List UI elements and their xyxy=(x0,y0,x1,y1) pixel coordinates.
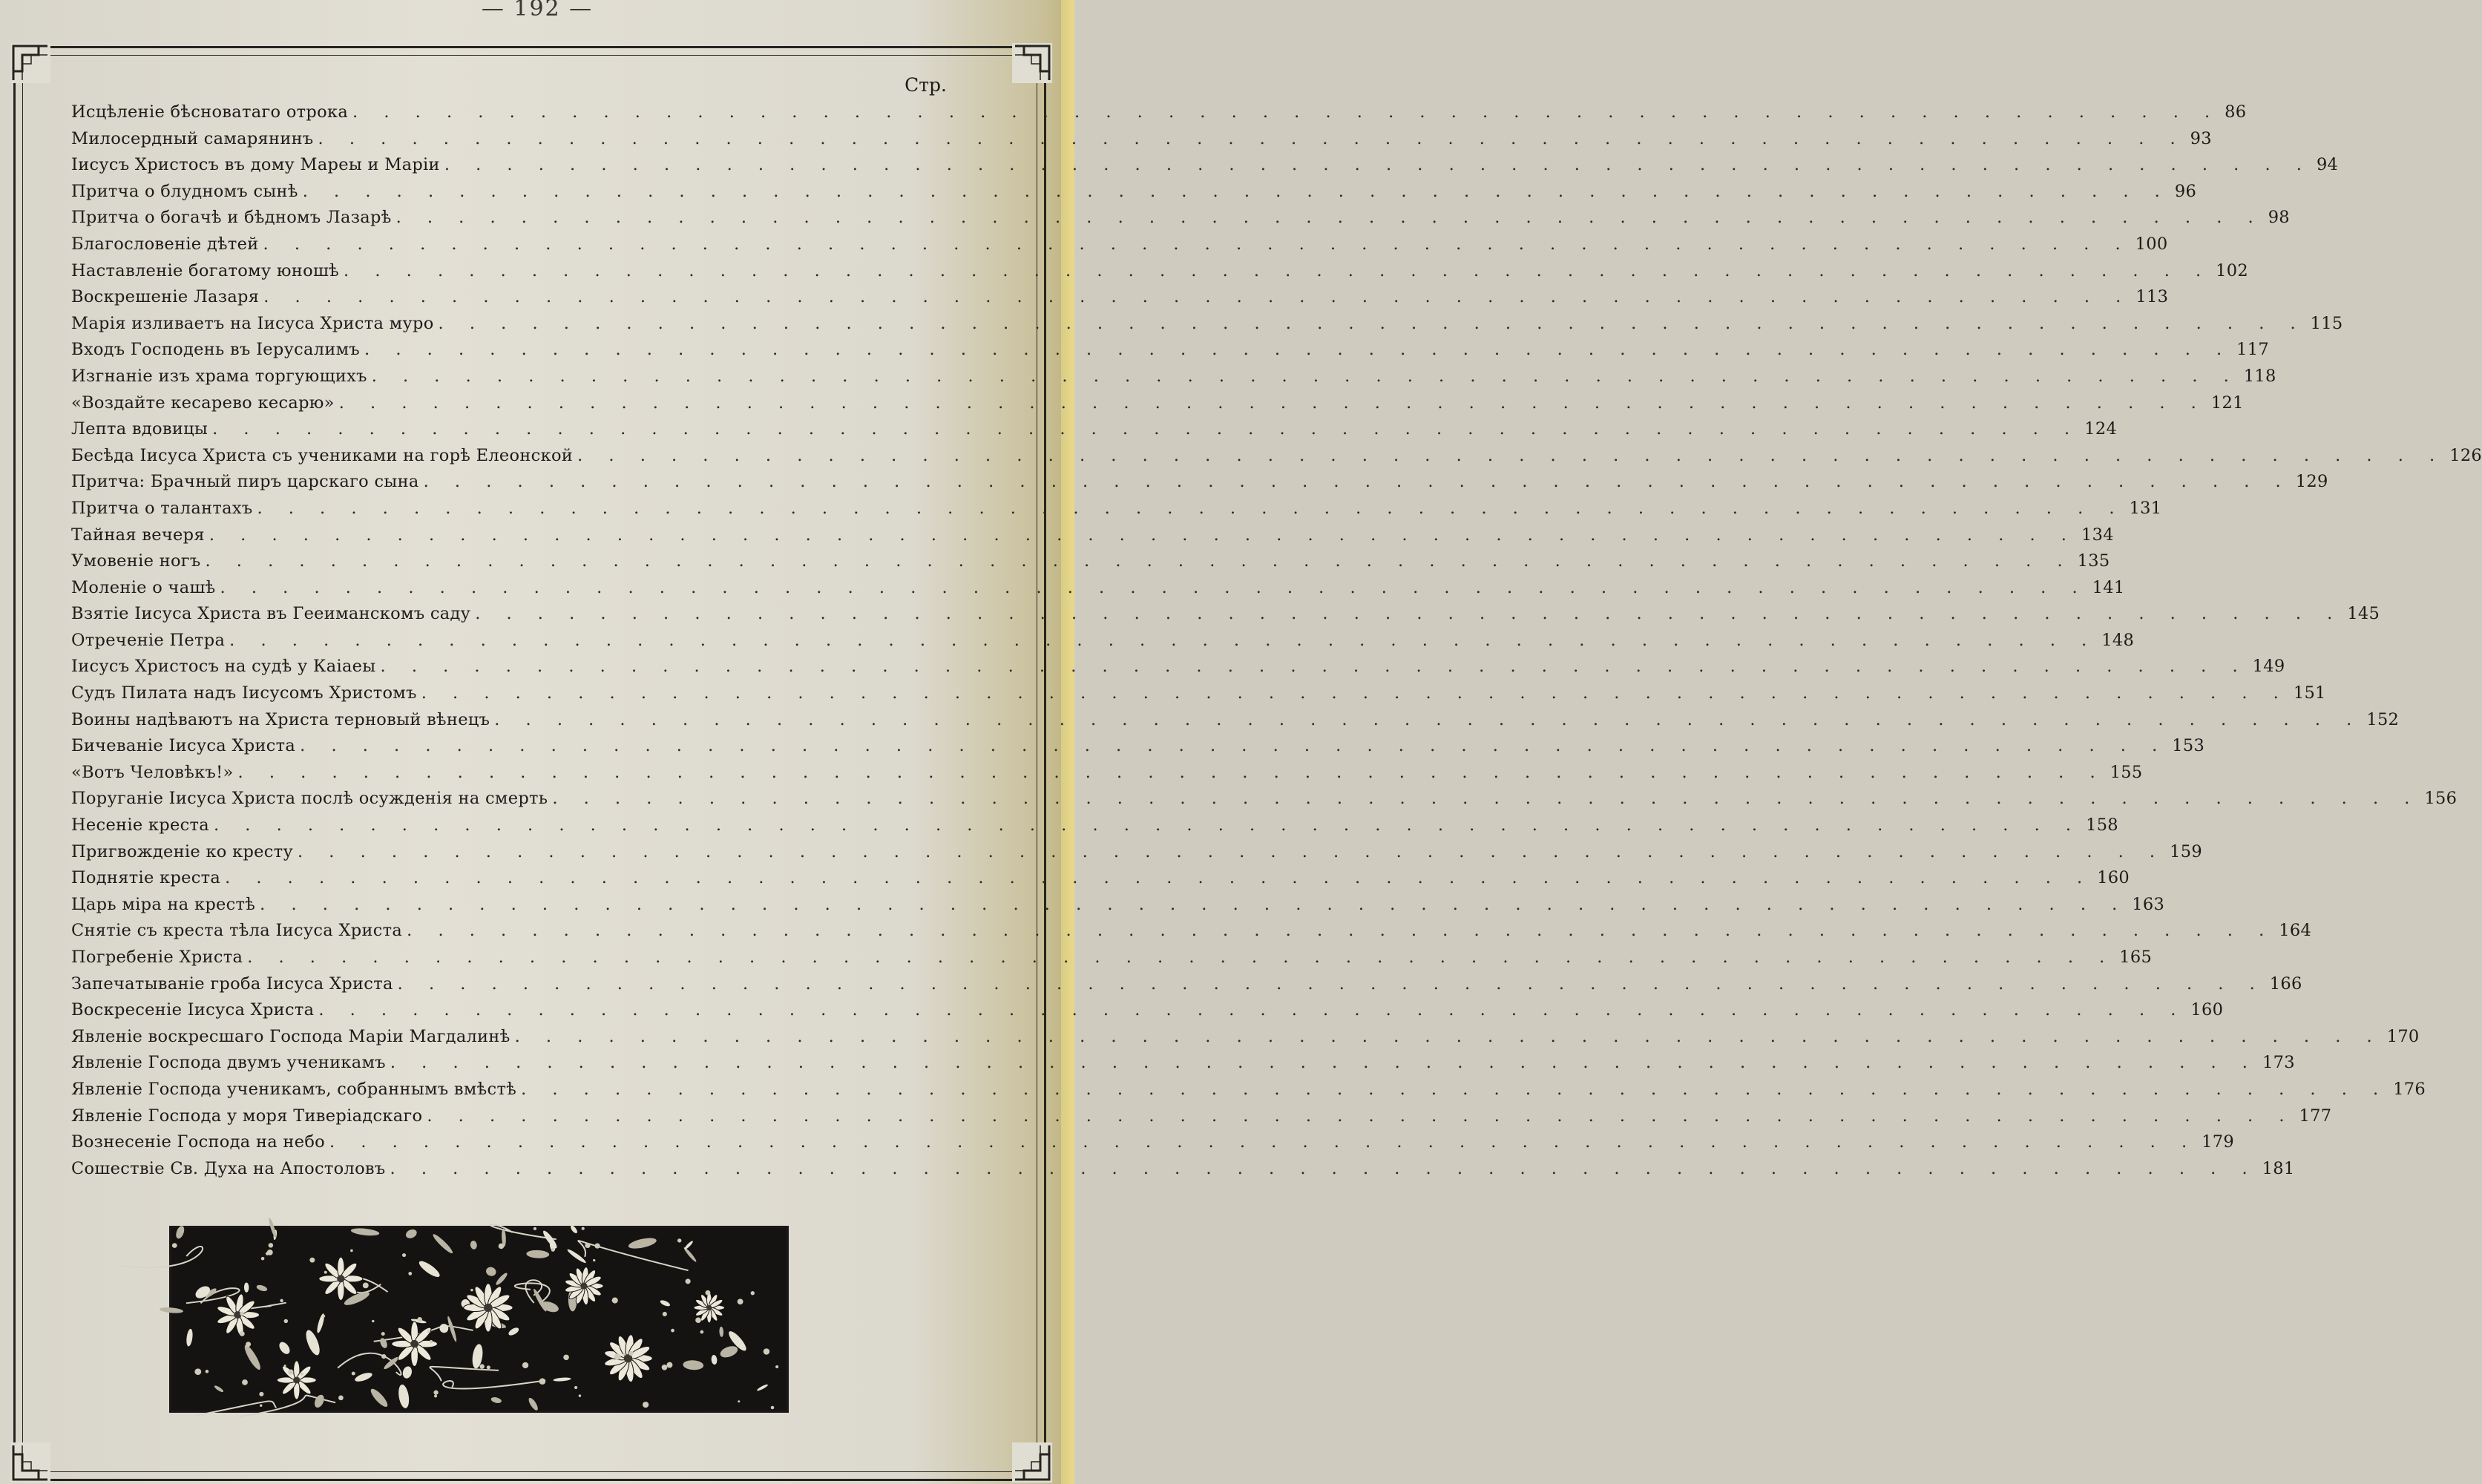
toc-entry xyxy=(71,1024,2420,1051)
toc-entry-title: Входъ Господень въ Іерусалимъ xyxy=(71,340,361,360)
dot-leader: . . . . . . . . . . . . . . . . . . . . . . . . . . . . . . . . . . . . . . . . . . . . . . . . . . . . . . . . . . . . xyxy=(229,630,2098,650)
toc-entry-title: Отреченіе Петра xyxy=(71,630,226,650)
toc-entry-page: 86 xyxy=(2225,102,2247,122)
toc-entry-page: 94 xyxy=(2316,155,2339,175)
toc-entry xyxy=(71,1129,2234,1156)
dot-leader: . . . . . . . . . . . . . . . . . . . . . . . . . . . . . . . . . . . . . . . . . . . . . . . . . . . . . . . . . . . . xyxy=(300,736,2168,756)
toc-entry-title: Притча о блудномъ сынѣ xyxy=(71,181,298,201)
toc-entry xyxy=(71,496,2162,522)
dot-leader: . . . . . . . . . . . . . . . . . . . . . . . . . . . . . . . . . . . . . . . . . . . . . . . . . . . . . . . . . . . . xyxy=(247,948,2115,967)
toc-entry xyxy=(71,284,2169,311)
toc-entry-title: Запечатываніе гроба Іисуса Христа xyxy=(71,974,393,994)
toc-entry-title: «Вотъ Человѣкъ!» xyxy=(71,762,234,782)
dot-leader: . . . . . . . . . . . . . . . . . . . . . . . . . . . . . . . . . . . . . . . . . . . . . . . . . . . . . . . . . . . . xyxy=(225,868,2093,888)
toc-entry xyxy=(71,1103,2332,1130)
toc-entry-title: Умовеніе ногъ xyxy=(71,551,201,571)
toc-entry xyxy=(71,99,2247,126)
toc-entry xyxy=(71,364,2276,390)
dot-leader: . . . . . . . . . . . . . . . . . . . . . . . . . . . . . . . . . . . . . . . . . . . . . . . . . . . . . . . . . . . . xyxy=(318,1000,2187,1020)
toc-entry xyxy=(71,522,2114,549)
toc-entry xyxy=(71,839,2202,866)
dot-leader: . . . . . . . . . . . . . . . . . . . . . . . . . . . . . . . . . . . . . . . . . . . . . . . . . . . . . . . . . . . . xyxy=(302,181,2170,201)
toc-entry xyxy=(71,654,2285,680)
table-of-contents xyxy=(71,71,2482,1182)
toc-entry-title: Вознесеніе Господа на небо xyxy=(71,1132,326,1152)
toc-entry xyxy=(71,232,2168,258)
page-column-header: Стр. xyxy=(905,74,947,96)
toc-entry-page: 117 xyxy=(2236,340,2270,360)
toc-entry-title: Явленіе Господа ученикамъ, собраннымъ вмѣстѣ xyxy=(71,1079,517,1099)
toc-entry xyxy=(71,786,2458,812)
dot-leader: . . . . . . . . . . . . . . . . . . . . . . . . . . . . . . . . . . . . . . . . . . . . . . . . . . . . . . . . . . . . xyxy=(318,128,2186,148)
toc-entry-page: 131 xyxy=(2129,498,2162,518)
toc-entry xyxy=(71,469,2328,496)
toc-entry-page: 165 xyxy=(2119,948,2153,967)
toc-entry-page: 159 xyxy=(2170,841,2202,861)
dot-leader: . . . . . . . . . . . . . . . . . . . . . . . . . . . . . . . . . . . . . . . . . . . . . . . . . . . . . . . . . . . . xyxy=(263,234,2131,254)
toc-entry xyxy=(71,680,2326,707)
toc-entry xyxy=(71,179,2197,206)
toc-entry xyxy=(71,390,2244,417)
toc-entry-page: 135 xyxy=(2077,551,2110,571)
toc-entry xyxy=(71,945,2153,971)
toc-entry-page: 158 xyxy=(2086,815,2118,835)
toc-entry-title: Бичеваніе Іисуса Христа xyxy=(71,736,296,756)
toc-entry xyxy=(71,918,2312,945)
toc-entry-title: Притча о богачѣ и бѣдномъ Лазарѣ xyxy=(71,208,392,228)
toc-entry-page: 164 xyxy=(2279,921,2312,941)
toc-entry-title: Лепта вдовицы xyxy=(71,419,209,439)
toc-entry-page: 121 xyxy=(2210,393,2244,413)
toc-entry-title: Исцѣленіе бѣсноватаго отрока xyxy=(71,102,349,122)
toc-entry xyxy=(71,205,2290,232)
toc-entry xyxy=(71,865,2130,892)
toc-entry-title: Притча о талантахъ xyxy=(71,498,253,518)
dot-leader: . . . . . . . . . . . . . . . . . . . . . . . . . . . . . . . . . . . . . . . . . . . . . . . . . . . . . . . . . . . . xyxy=(423,472,2291,492)
dot-leader: . . . . . . . . . . . . . . . . . . . . . . . . . . . . . . . . . . . . . . . . . . . . . . . . . . . . . . . . . . . . xyxy=(521,1079,2389,1099)
toc-entry-page: 124 xyxy=(2084,419,2118,439)
toc-entry-page: 163 xyxy=(2132,894,2165,914)
toc-entry-title: Явленіе Господа двумъ ученикамъ xyxy=(71,1053,386,1073)
toc-entry-page: 148 xyxy=(2101,630,2135,650)
dot-leader: . . . . . . . . . . . . . . . . . . . . . . . . . . . . . . . . . . . . . . . . . . . . . . . . . . . . . . . . . . . . xyxy=(329,1132,2198,1152)
toc-entry xyxy=(71,997,2224,1024)
toc-entry-title: Тайная вечеря xyxy=(71,525,205,545)
dot-leader: . . . . . . . . . . . . . . . . . . . . . . . . . . . . . . . . . . . . . . . . . . . . . . . . . . . . . . . . . . . . xyxy=(438,313,2306,333)
dot-leader: . . . . . . . . . . . . . . . . . . . . . . . . . . . . . . . . . . . . . . . . . . . . . . . . . . . . . . . . . . . . xyxy=(475,604,2343,624)
toc-entry-page: 93 xyxy=(2190,128,2212,148)
toc-entry-title: Милосердный самарянинъ xyxy=(71,128,314,148)
toc-entry xyxy=(71,812,2118,839)
toc-entry xyxy=(71,1050,2295,1077)
toc-entry-page: 177 xyxy=(2299,1106,2332,1126)
toc-entry xyxy=(71,628,2135,654)
toc-entry-title: Воины надѣваютъ на Христа терновый вѣнецъ xyxy=(71,709,490,729)
toc-entry-page: 156 xyxy=(2424,789,2458,809)
dot-leader: . . . . . . . . . . . . . . . . . . . . . . . . . . . . . . . . . . . . . . . . . . . . . . . . . . . . . . . . . . . . xyxy=(352,102,2221,122)
toc-entry xyxy=(71,337,2270,364)
toc-entry-page: 166 xyxy=(2269,974,2302,994)
toc-entry-page: 173 xyxy=(2262,1053,2295,1073)
dot-leader: . . . . . . . . . . . . . . . . . . . . . . . . . . . . . . . . . . . . . . . . . . . . . . . . . . . . . . . . . . . . xyxy=(263,287,2132,307)
dot-leader: . . . . . . . . . . . . . . . . . . . . . . . . . . . . . . . . . . . . . . . . . . . . . . . . . . . . . . . . . . . . xyxy=(371,366,2239,386)
toc-entry xyxy=(71,760,2143,787)
toc-entry-title: Іисусъ Христосъ въ дому Мареы и Маріи xyxy=(71,155,440,175)
toc-entry xyxy=(71,443,2482,470)
dot-leader: . . . . . . . . . . . . . . . . . . . . . . . . . . . . . . . . . . . . . . . . . . . . . . . . . . . . . . . . . . . . xyxy=(257,498,2125,518)
dot-leader: . . . . . . . . . . . . . . . . . . . . . . . . . . . . . . . . . . . . . . . . . . . . . . . . . . . . . . . . . . . . xyxy=(344,260,2212,280)
dot-leader: . . . . . . . . . . . . . . . . . . . . . . . . . . . . . . . . . . . . . . . . . . . . . . . . . . . . . . . . . . . . xyxy=(407,921,2275,941)
toc-entry xyxy=(71,971,2302,998)
toc-entry xyxy=(71,126,2212,153)
toc-entry-title: «Воздайте кесарево кесарю» xyxy=(71,393,335,413)
page-number: — 192 — xyxy=(481,0,594,22)
toc-entry-title: Явленіе воскресшаго Господа Маріи Магдалинѣ xyxy=(71,1026,510,1046)
toc-entry-title: Взятіе Іисуса Христа въ Гееиманскомъ саду xyxy=(71,604,471,624)
toc-entry xyxy=(71,311,2343,338)
dot-leader: . . . . . . . . . . . . . . . . . . . . . . . . . . . . . . . . . . . . . . . . . . . . . . . . . . . . . . . . . . . . xyxy=(514,1026,2383,1046)
dot-leader: . . . . . . . . . . . . . . . . . . . . . . . . . . . . . . . . . . . . . . . . . . . . . . . . . . . . . . . . . . . . xyxy=(552,789,2420,809)
toc-entry-title: Бесѣда Іисуса Христа съ учениками на горѣ Елеонской xyxy=(71,445,574,465)
dot-leader: . . . . . . . . . . . . . . . . . . . . . . . . . . . . . . . . . . . . . . . . . . . . . . . . . . . . . . . . . . . . xyxy=(297,841,2166,861)
dot-leader: . . . . . . . . . . . . . . . . . . . . . . . . . . . . . . . . . . . . . . . . . . . . . . . . . . . . . . . . . . . . xyxy=(338,393,2207,413)
toc-entry-page: 145 xyxy=(2347,604,2380,624)
dot-leader: . . . . . . . . . . . . . . . . . . . . . . . . . . . . . . . . . . . . . . . . . . . . . . . . . . . . . . . . . . . . xyxy=(427,1106,2295,1126)
dot-leader: . . . . . . . . . . . . . . . . . . . . . . . . . . . . . . . . . . . . . . . . . . . . . . . . . . . . . . . . . . . . xyxy=(380,657,2248,677)
toc-entry-page: 151 xyxy=(2293,683,2326,703)
dot-leader: . . . . . . . . . . . . . . . . . . . . . . . . . . . . . . . . . . . . . . . . . . . . . . . . . . . . . . . . . . . . xyxy=(220,577,2088,597)
toc-entry-title: Пригвожденіе ко кресту xyxy=(71,841,293,861)
toc-entry-title: Іисусъ Христосъ на судѣ у Каіаеы xyxy=(71,657,376,677)
dot-leader: . . . . . . . . . . . . . . . . . . . . . . . . . . . . . . . . . . . . . . . . . . . . . . . . . . . . . . . . . . . . xyxy=(577,445,2446,465)
toc-entry-page: 134 xyxy=(2081,525,2114,545)
toc-entry-page: 176 xyxy=(2393,1079,2426,1099)
dot-leader: . . . . . . . . . . . . . . . . . . . . . . . . . . . . . . . . . . . . . . . . . . . . . . . . . . . . . . . . . . . . xyxy=(213,815,2082,835)
toc-entry xyxy=(71,601,2380,628)
toc-entry-title: Несеніе креста xyxy=(71,815,209,835)
toc-entry xyxy=(71,258,2249,285)
toc-entry xyxy=(71,416,2118,443)
frame-corner-bottom-left xyxy=(10,1442,50,1483)
toc-entry-page: 102 xyxy=(2216,260,2249,280)
toc-entry-page: 113 xyxy=(2135,287,2169,307)
floral-ornament-icon xyxy=(169,1226,789,1413)
dot-leader: . . . . . . . . . . . . . . . . . . . . . . . . . . . . . . . . . . . . . . . . . . . . . . . . . . . . . . . . . . . . xyxy=(397,974,2265,994)
dot-leader: . . . . . . . . . . . . . . . . . . . . . . . . . . . . . . . . . . . . . . . . . . . . . . . . . . . . . . . . . . . . xyxy=(209,525,2077,545)
frame-corner-top-right xyxy=(1012,43,1052,83)
toc-entry-page: 129 xyxy=(2295,472,2328,492)
toc-entry-page: 155 xyxy=(2110,762,2143,782)
toc-entry-page: 160 xyxy=(2190,1000,2224,1020)
toc-entry-title: Благословеніе дѣтей xyxy=(71,234,259,254)
toc-entry xyxy=(71,733,2205,760)
toc-entry xyxy=(71,1077,2426,1103)
dot-leader: . . . . . . . . . . . . . . . . . . . . . . . . . . . . . . . . . . . . . . . . . . . . . . . . . . . . . . . . . . . . xyxy=(390,1158,2258,1178)
toc-entry-page: 96 xyxy=(2174,181,2197,201)
toc-entry-title: Поруганіе Іисуса Христа послѣ осужденія на смерть xyxy=(71,789,548,809)
dot-leader: . . . . . . . . . . . . . . . . . . . . . . . . . . . . . . . . . . . . . . . . . . . . . . . . . . . . . . . . . . . . xyxy=(260,894,2128,914)
toc-entry-page: 118 xyxy=(2243,366,2276,386)
toc-list xyxy=(71,99,2482,1182)
toc-entry-title: Сошествіе Св. Духа на Апостоловъ xyxy=(71,1158,386,1178)
toc-entry xyxy=(71,1156,2295,1183)
toc-entry-title: Царь міра на крестѣ xyxy=(71,894,256,914)
toc-entry-page: 149 xyxy=(2252,657,2285,677)
dot-leader: . . . . . . . . . . . . . . . . . . . . . . . . . . . . . . . . . . . . . . . . . . . . . . . . . . . . . . . . . . . . xyxy=(395,208,2264,228)
dot-leader: . . . . . . . . . . . . . . . . . . . . . . . . . . . . . . . . . . . . . . . . . . . . . . . . . . . . . . . . . . . . xyxy=(212,419,2081,439)
toc-entry-title: Марія изливаетъ на Іисуса Христа муро xyxy=(71,313,434,333)
dot-leader: . . . . . . . . . . . . . . . . . . . . . . . . . . . . . . . . . . . . . . . . . . . . . . . . . . . . . . . . . . . . xyxy=(205,551,2073,571)
toc-entry-page: 98 xyxy=(2268,208,2290,228)
toc-entry-title: Воскресеніе Іисуса Христа xyxy=(71,1000,315,1020)
toc-entry-page: 152 xyxy=(2366,709,2400,729)
frame-corner-bottom-right xyxy=(1012,1442,1052,1483)
toc-entry-title: Судъ Пилата надъ Іисусомъ Христомъ xyxy=(71,683,417,703)
frame-corner-top-left xyxy=(10,43,50,83)
toc-entry xyxy=(71,152,2339,179)
toc-entry-title: Воскрешеніе Лазаря xyxy=(71,287,260,307)
toc-entry-page: 100 xyxy=(2135,234,2168,254)
toc-entry-title: Изгнаніе изъ храма торгующихъ xyxy=(71,366,367,386)
dot-leader: . . . . . . . . . . . . . . . . . . . . . . . . . . . . . . . . . . . . . . . . . . . . . . . . . . . . . . . . . . . . xyxy=(444,155,2312,175)
dot-leader: . . . . . . . . . . . . . . . . . . . . . . . . . . . . . . . . . . . . . . . . . . . . . . . . . . . . . . . . . . . . xyxy=(421,683,2289,703)
toc-entry-title: Притча: Брачный пиръ царскаго сына xyxy=(71,472,419,492)
toc-entry-title: Погребеніе Христа xyxy=(71,948,243,967)
dot-leader: . . . . . . . . . . . . . . . . . . . . . . . . . . . . . . . . . . . . . . . . . . . . . . . . . . . . . . . . . . . . xyxy=(237,762,2106,782)
toc-entry-page: 170 xyxy=(2386,1026,2420,1046)
toc-entry xyxy=(71,575,2125,602)
toc-entry-title: Поднятіе креста xyxy=(71,868,221,888)
toc-entry-page: 153 xyxy=(2172,736,2205,756)
toc-entry-title: Моленіе о чашѣ xyxy=(71,577,216,597)
dot-leader: . . . . . . . . . . . . . . . . . . . . . . . . . . . . . . . . . . . . . . . . . . . . . . . . . . . . . . . . . . . . xyxy=(390,1053,2258,1073)
toc-entry-title: Наставленіе богатому юношѣ xyxy=(71,260,340,280)
dot-leader: . . . . . . . . . . . . . . . . . . . . . . . . . . . . . . . . . . . . . . . . . . . . . . . . . . . . . . . . . . . . xyxy=(494,709,2363,729)
toc-entry-page: 179 xyxy=(2202,1132,2234,1152)
toc-entry xyxy=(71,892,2165,919)
toc-entry-page: 160 xyxy=(2097,868,2130,888)
toc-entry-title: Снятіе съ креста тѣла Іисуса Христа xyxy=(71,921,403,941)
toc-entry-page: 126 xyxy=(2449,445,2482,465)
toc-entry-title: Явленіе Господа у моря Тиверіадскаго xyxy=(71,1106,423,1126)
dot-leader: . . . . . . . . . . . . . . . . . . . . . . . . . . . . . . . . . . . . . . . . . . . . . . . . . . . . . . . . . . . . xyxy=(364,340,2233,360)
toc-entry-page: 141 xyxy=(2092,577,2125,597)
toc-entry xyxy=(71,707,2400,734)
toc-entry xyxy=(71,548,2110,575)
toc-entry-page: 181 xyxy=(2262,1158,2295,1178)
toc-entry-page: 115 xyxy=(2310,313,2343,333)
